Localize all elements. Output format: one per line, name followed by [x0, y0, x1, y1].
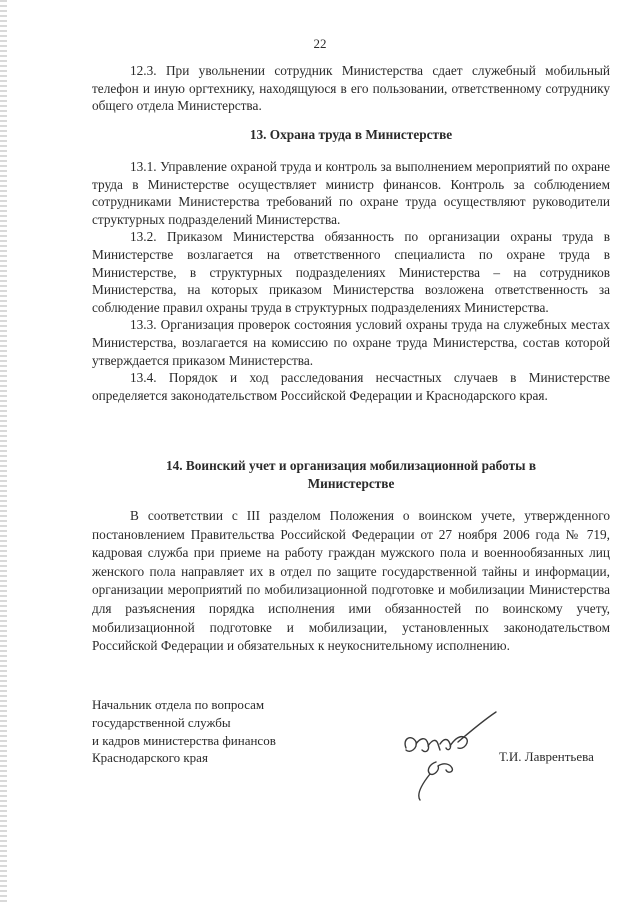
paragraph-12-3: 12.3. При увольнении сотрудник Министерства сдает служебный мобильный телефон и иную оргтехнику, находящуюся в его пользовании, ответственному сотруднику общего отдела Министерства.	[92, 63, 610, 114]
paragraph-14: В соответствии с III разделом Положения о воинском учете, утвержденного постановлением Правительства Российской Федерации от 27 ноября 2006 года № 719, кадровая служба при приеме на работу граждан мужского пола и военнообязанных лиц женского пола направляет их в отдел по защите государственной тайны и информации, организации мероприятий по мобилизационной подготовке и мобилизации Министерства для разъяснения порядка исполнения ими обязанностей по воинскому учету, мобилизационной подготовке и мобилизации, установленных законодательством Российской Федерации и обязательных к неукоснительному исполнению.	[92, 508, 610, 654]
intro-section	[92, 62, 610, 115]
signature-position	[92, 696, 276, 767]
section-14-title-line-2: Министерстве	[307, 475, 395, 491]
scan-edge-artifact	[0, 0, 7, 905]
section-14-title-line-1: 14. Воинский учет и организация мобилизационной работы в	[165, 458, 537, 473]
section-14-body	[92, 507, 610, 656]
section-14-title	[92, 457, 610, 492]
paragraph-13-3: 13.3. Организация проверок состояния условий охраны труда на служебных местах Министерства, возлагается на комиссию по охране труда Министерства, состав которой утверждается приказом Министерства.	[92, 317, 610, 368]
position-line-2: государственной службы	[92, 714, 231, 730]
position-line-4: Краснодарского края	[92, 750, 208, 766]
paragraph-13-2: 13.2. Приказом Министерства обязанность по организации охраны труда в Министерстве возлагается на ответственного специалиста по охране труда в Министерстве, в структурных подразделениях Министерства – на сотрудников Министерства, на которых приказом Министерства возложена ответственность за соблюдение правил охраны труда в структурных подразделениях Министерства.	[92, 229, 610, 315]
position-line-1: Начальник отдела по вопросам	[92, 697, 265, 712]
position-line-3: и кадров министерства финансов	[92, 732, 276, 748]
section-13-title: 13. Охрана труда в Министерстве	[249, 127, 453, 142]
signatory-name: Т.И. Лаврентьева	[499, 749, 594, 764]
handwritten-signature	[392, 704, 500, 804]
paragraph-13-4: 13.4. Порядок и ход расследования несчастных случаев в Министерстве определяется законодательством Российской Федерации и Краснодарского края.	[92, 370, 610, 403]
page-number: 22	[313, 36, 327, 51]
paragraph-13-1: 13.1. Управление охраной труда и контроль за выполнением мероприятий по охране труда в Министерстве осуществляет министр финансов. Контроль за соблюдением сотрудниками Министерства требований по охране труда осуществляют руководители структурных подразделений Министерства.	[92, 159, 610, 227]
section-13-body	[92, 158, 610, 404]
